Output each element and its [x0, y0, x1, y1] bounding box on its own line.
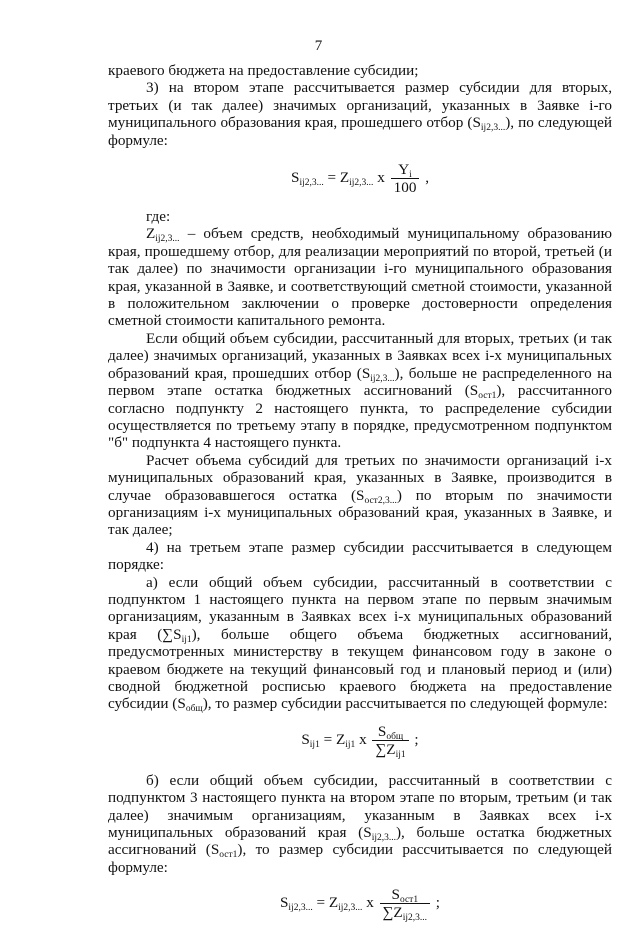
- formula-2: $S_{ij1} = Z_{ij1}$ x $\frac{S_{общ}}{\sum Z_{ij1}}$ ;: [301, 722, 419, 760]
- paragraph-3: $Z_{ij2,3...}$ – объем средств, необходимый муниципальному образованию края, прошедшему отбор, для реализации мероприятий по второй, третьей (и так далее) по значимости организации i-го муниципального образования края, указанной в Заявке, и соответствующий сметной стоимости, указанной в положительном заключении о проверке достоверности определения сметной стоимости капитального ремонта.: [108, 225, 612, 330]
- formula-3: $S_{ij2,3...} = Z_{ij2,3...}$ x $\frac{S_{ост1}}{\sum Z_{ij2,3...}}$ ;: [279, 886, 441, 924]
- formula-1-fraction: $\frac{Y_i}{100}$: [391, 161, 420, 196]
- paragraph-5: Расчет объема субсидий для третьих по значимости организаций i-х муниципальных образований края, указанных в Заявке, производится в случае образовавшегося остатка $(S_{ост2,3...})$ по вторым по значимости организациям i-х муниципальных образований края, указанных в Заявке, и так далее;: [108, 451, 612, 539]
- paragraph-1: краевого бюджета на предоставление субсидии;: [108, 62, 419, 79]
- paragraph-6: 4) на третьем этапе размер субсидии рассчитывается в следующем порядке:: [108, 538, 612, 574]
- formula-3-fraction: $\frac{S_{ост1}}{\sum Z_{ij2,3...}}$: [380, 886, 430, 921]
- where-label: где:: [146, 208, 171, 226]
- paragraph-7: а) если общий объем субсидии, рассчитанный в соответствии с подпунктом 1 настоящего пункта на первом этапе по первым значимым организациям, указанным в Заявках всех i-х муниципальных образований края $(\sum S_{ij1})$, больше общего объема бюджетных ассигнований, предусмотренных министерству в текущем финансовом году в законе о краевом бюджете на текущий финансовый год и плановый период и (или) сводной бюджетной росписью краевого бюджета на предоставление субсидии $(S_{общ})$, то размер субсидии рассчитывается по следующей формуле:: [108, 573, 612, 715]
- document-body: [108, 62, 612, 928]
- paragraph-4: Если общий объем субсидии, рассчитанный для вторых, третьих (и так далее) значимых организаций, указанных в Заявках всех i-х муниципальных образований края, прошедших отбор $(S_{ij2,3...})$, больше не распределенного на первом этапе остатка бюджетных ассигнований $(S_{ост1})$, рассчитанного согласно подпункту 2 настоящего пункта, то распределение субсидии осуществляется по третьему этапу в порядке, предусмотренном подпунктом "б" подпункта 4 настоящего пункта.: [108, 329, 612, 452]
- page-number: 7: [314, 38, 323, 54]
- formula-2-fraction: $\frac{S_{общ}}{\sum Z_{ij1}}$: [372, 723, 408, 758]
- paragraph-8: б) если общий объем субсидии, рассчитанный в соответствии с подпунктом 3 настоящего пункта на втором этапе по вторым, третьим (и так далее) значимым организациям, указанным в Заявках всех i-х муниципальных образований края $(S_{ij2,3...})$, больше остатка бюджетных ассигнований $(S_{ост1})$, то размер субсидии рассчитывается по следующей формуле:: [108, 771, 612, 876]
- formula-1: $S_{ij2,3...} = Z_{ij2,3...}$ x $\frac{Y_i}{100}$ ,: [290, 161, 429, 197]
- paragraph-2: 3) на втором этапе рассчитывается размер субсидии для вторых, третьих (и так далее) значимых организаций, указанных в Заявке i-го муниципального образования края, прошедшего отбор $(S_{ij2,3...})$, по следующей формуле:: [108, 79, 612, 149]
